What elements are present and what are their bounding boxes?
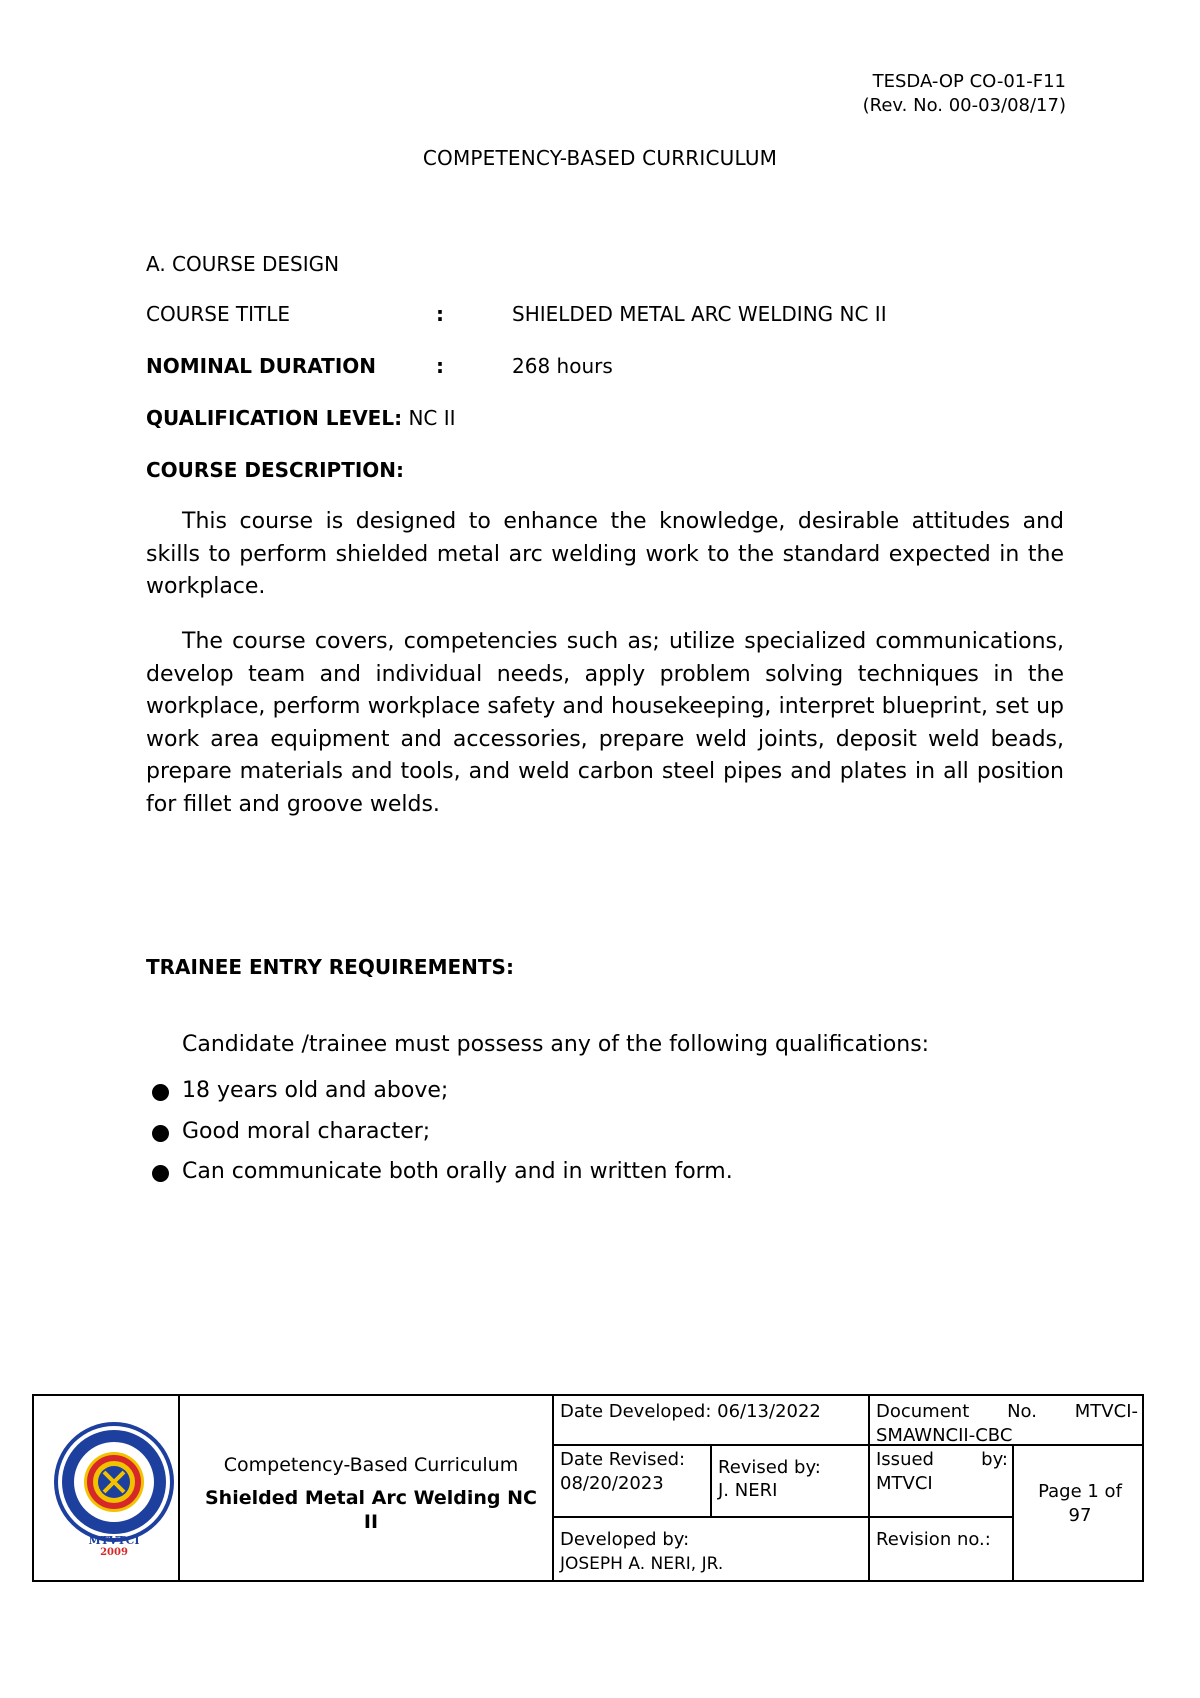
document-footer-table: [32, 1394, 1144, 1582]
qualification-level-label: QUALIFICATION LEVEL:: [146, 406, 403, 430]
developed-by: [560, 1528, 860, 1576]
date-revised: Date Revised: 08/20/2023: [560, 1449, 686, 1494]
svg-text:2009: 2009: [100, 1547, 128, 1556]
list-item: [152, 1078, 733, 1119]
bullet-icon: [152, 1165, 169, 1182]
issued-by: [876, 1448, 1008, 1496]
form-code: TESDA-OP CO-01-F11: [872, 71, 1066, 92]
document-title: COMPETENCY-BASED CURRICULUM: [422, 146, 778, 170]
revision-ref: (Rev. No. 00-03/08/17): [862, 95, 1066, 116]
document-number: Document No. MTVCI-SMAWNCII-CBC: [876, 1401, 1138, 1446]
issued-by-label: Issued by:: [876, 1449, 1008, 1470]
course-description-paragraph-1: This course is designed to enhance the knowledge, desirable attitudes and skills to perform shielded metal arc welding work to the standard expected in the workplace.: [146, 509, 1064, 599]
logo-seal-icon: [46, 1420, 182, 1556]
requirements-list: [152, 1078, 733, 1200]
nominal-duration-value: 268 hours: [512, 354, 613, 378]
nominal-duration-label: NOMINAL DURATION: [146, 354, 376, 378]
organization-logo: [46, 1420, 182, 1556]
bullet-icon: [152, 1125, 169, 1142]
revised-by-value: J. NERI: [718, 1480, 778, 1501]
list-item: [152, 1159, 733, 1200]
issued-by-value: MTVCI: [876, 1473, 933, 1494]
course-title-label: COURSE TITLE: [146, 302, 291, 326]
developed-by-label: Developed by:: [560, 1529, 690, 1550]
course-title-value: SHIELDED METAL ARC WELDING NC II: [512, 302, 887, 326]
section-a-heading: A. COURSE DESIGN: [146, 252, 340, 276]
trainee-entry-label: TRAINEE ENTRY REQUIREMENTS:: [146, 955, 514, 979]
requirement-text: Good moral character;: [182, 1118, 431, 1144]
revision-number: Revision no.:: [876, 1529, 991, 1550]
course-description-paragraph-2: The course covers, competencies such as; utilize specialized communications, develop team and individual needs, apply problem solving techniques in the workplace, perform workplace safety and housekeeping, interpret blueprint, set up work area equipment and accessories, prepare weld joints, deposit weld beads, prepare materials and tools, and weld carbon steel pipes and plates in all position for fillet and groove welds.: [146, 629, 1064, 817]
requirement-text: 18 years old and above;: [182, 1078, 449, 1103]
svg-text:MTVTCI: MTVTCI: [88, 1534, 140, 1547]
curriculum-label: Competency-Based Curriculum: [223, 1454, 519, 1476]
developed-by-value: JOSEPH A. NERI, JR.: [560, 1554, 724, 1574]
bullet-icon: [152, 1084, 169, 1101]
qualification-level-value: NC II: [408, 406, 456, 430]
page-number: Page 1 of 97: [1038, 1481, 1122, 1526]
qualification-level-row: [146, 406, 456, 430]
nominal-duration-colon: :: [436, 354, 444, 378]
date-developed: Date Developed: 06/13/2022: [560, 1401, 821, 1422]
requirement-text: Can communicate both orally and in written form.: [182, 1159, 733, 1184]
course-name: Shielded Metal Arc Welding NC II: [205, 1487, 537, 1533]
trainee-entry-intro: Candidate /trainee must possess any of the following qualifications:: [182, 1032, 930, 1057]
course-description-label: COURSE DESCRIPTION:: [146, 458, 405, 482]
course-title-colon: :: [436, 302, 444, 326]
footer-course-info: [182, 1452, 560, 1534]
revised-by: [718, 1456, 864, 1502]
list-item: [152, 1119, 733, 1160]
revised-by-label: Revised by:: [718, 1457, 821, 1478]
form-reference: [863, 70, 1066, 118]
